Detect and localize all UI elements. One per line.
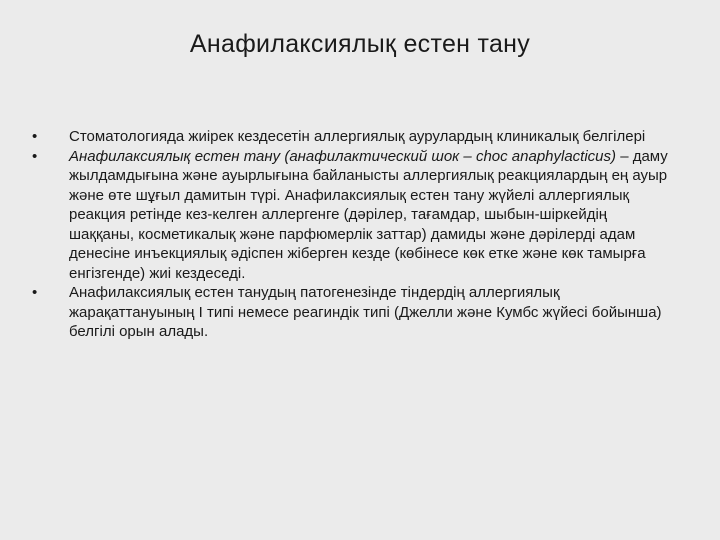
- bullet-dot-icon: •: [32, 128, 38, 145]
- slide-title: Анафилаксиялық естен тану: [189, 30, 531, 58]
- bullet-text: Стоматологияда жиірек кездесетін аллергиялық аурулардың клиникалық белгілері: [69, 128, 646, 145]
- bullet-term: Анафилаксиялық естен тану (анафилактический шок – choc anaphylacticus): [69, 147, 617, 165]
- bullet-text: Анафилаксиялық естен танудың патогенезінде тіндердің аллергиялық жарақаттануының І типі немесе реагиндік типі (Джелли және Кумбс жүйесі бойынша) белгілі орын алады.: [69, 284, 662, 340]
- bullet-dot-icon: •: [32, 284, 38, 301]
- bullet-item-3: [32, 283, 672, 342]
- bullet-item-1: [32, 127, 672, 147]
- bullet-text: – даму жылдамдығына және ауырлығына байланысты аллергиялық реакциялардың ең ауыр және өте шұғыл дамитын түрі. Анафилаксиялық естен тану жүйелі аллергиялық реакция ретінде кез-келген аллергенге (дәрілер, тағамдар, шыбын-шіркейдің шаққаны, косметикалық және парфюмерлік заттар) дамиды және дәрілерді адам денесіне инъекциялық әдіспен жіберген кезде (көбінесе көк етке және көк тамырға енгізгенде) жиі кездеседі.: [69, 147, 668, 282]
- bullet-item-2: [32, 147, 672, 284]
- bullet-list: [32, 127, 672, 342]
- bullet-dot-icon: •: [32, 147, 38, 165]
